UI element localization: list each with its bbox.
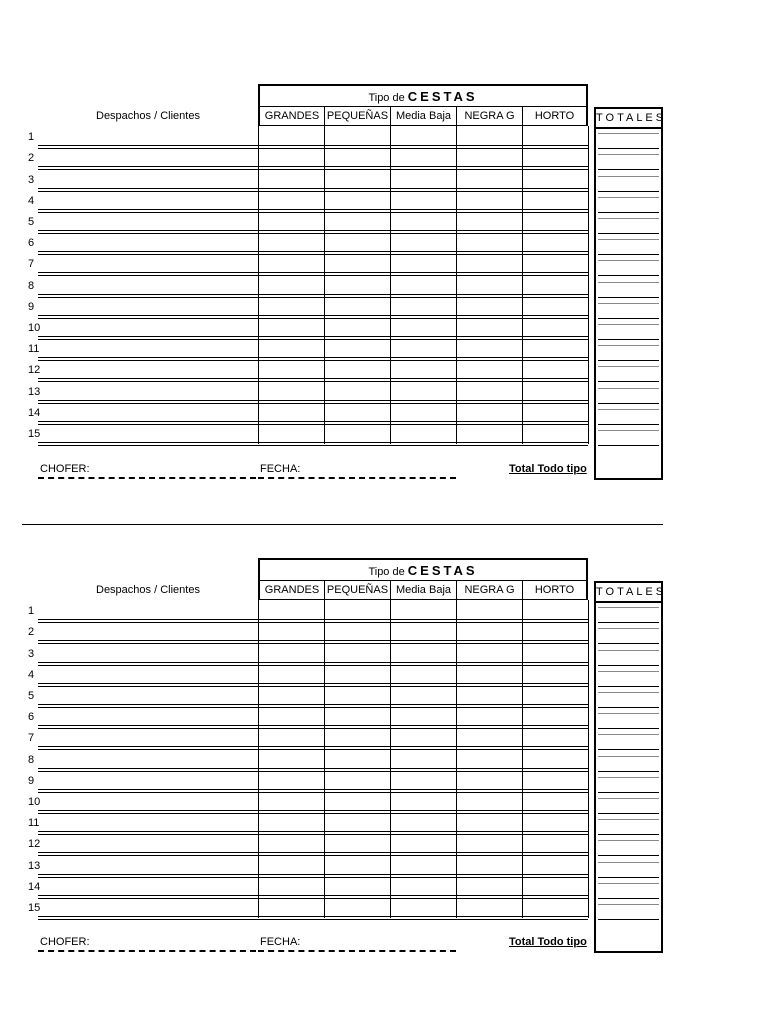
- totales-row-line[interactable]: [598, 771, 659, 772]
- row-entry-line[interactable]: [38, 400, 588, 401]
- chofer-label: CHOFER:: [40, 463, 90, 475]
- totales-row-subline: [598, 777, 659, 778]
- row-number: 10: [28, 796, 41, 808]
- column-horto: HORTO: [522, 580, 588, 600]
- column-divider: [588, 600, 589, 918]
- totales-row-subline: [598, 430, 659, 431]
- row-entry-underline: [38, 771, 588, 772]
- totales-row-line[interactable]: [598, 318, 659, 319]
- totales-row-line[interactable]: [598, 665, 659, 666]
- totales-row-line[interactable]: [598, 339, 659, 340]
- totales-row-line[interactable]: [598, 749, 659, 750]
- row-entry-line[interactable]: [38, 357, 588, 358]
- row-entry-line[interactable]: [38, 145, 588, 146]
- totales-row-subline: [598, 366, 659, 367]
- row-number: 1: [28, 131, 35, 144]
- row-number: 7: [28, 258, 35, 271]
- row-entry-line[interactable]: [38, 683, 588, 684]
- cestas-form-top: [0, 0, 768, 475]
- totales-row-subline: [598, 239, 659, 240]
- row-entry-line[interactable]: [38, 831, 588, 832]
- row-entry-underline: [38, 424, 588, 425]
- row-entry-underline: [38, 318, 588, 319]
- totales-row-line[interactable]: [598, 233, 659, 234]
- totales-row-subline: [598, 671, 659, 672]
- chofer-signature-line[interactable]: [38, 950, 256, 952]
- row-number: 4: [28, 194, 35, 207]
- tipo-cestas-header: [258, 84, 588, 106]
- totales-row-subline: [598, 345, 659, 346]
- row-number: 13: [28, 385, 41, 398]
- row-entry-underline: [38, 834, 588, 835]
- totales-row-subline: [598, 388, 659, 389]
- totales-row-line[interactable]: [598, 855, 659, 856]
- tipo-prefix: Tipo de: [368, 92, 405, 104]
- column-pequenas: PEQUEÑAS: [324, 106, 390, 126]
- totales-column: [594, 581, 667, 953]
- row-number: 10: [28, 322, 41, 334]
- column-divider: [456, 600, 457, 918]
- row-entry-line[interactable]: [38, 704, 588, 705]
- column-grandes: GRANDES: [258, 580, 324, 600]
- totales-row-line[interactable]: [598, 381, 659, 382]
- row-entry-underline: [38, 643, 588, 644]
- totales-row-line[interactable]: [598, 275, 659, 276]
- totales-row-subline: [598, 197, 659, 198]
- totales-row-subline: [598, 883, 659, 884]
- row-entry-line[interactable]: [38, 166, 588, 167]
- totales-row-subline: [598, 734, 659, 735]
- row-entry-line[interactable]: [38, 895, 588, 896]
- totales-row-line[interactable]: [598, 191, 659, 192]
- totales-row-subline: [598, 409, 659, 410]
- totales-row-subline: [598, 756, 659, 757]
- row-entry-underline: [38, 707, 588, 708]
- totales-row-subline: [598, 324, 659, 325]
- totales-row-subline: [598, 260, 659, 261]
- row-entry-underline: [38, 169, 588, 170]
- row-number: 12: [28, 838, 41, 851]
- row-entry-line[interactable]: [38, 852, 588, 853]
- row-number: 2: [28, 626, 35, 639]
- totales-row-line[interactable]: [598, 360, 659, 361]
- row-entry-line[interactable]: [38, 336, 588, 337]
- totales-column: [594, 107, 667, 480]
- row-number: 3: [28, 173, 35, 186]
- totales-row-line[interactable]: [598, 643, 659, 644]
- column-divider: [324, 600, 325, 918]
- fecha-label: FECHA:: [260, 463, 301, 475]
- row-entry-underline: [38, 792, 588, 793]
- fecha-label: FECHA:: [260, 936, 301, 948]
- row-number: 12: [28, 364, 41, 377]
- row-entry-line[interactable]: [38, 294, 588, 295]
- column-divider: [522, 126, 523, 444]
- totales-row-line[interactable]: [598, 445, 659, 446]
- despachos-clientes-label: Despachos / Clientes: [96, 584, 200, 596]
- column-media-baja: Media Baja: [390, 106, 456, 126]
- row-number: 11: [28, 343, 40, 356]
- row-entry-underline: [38, 275, 588, 276]
- row-entry-underline: [38, 919, 588, 920]
- totales-row-subline: [598, 628, 659, 629]
- row-entry-line[interactable]: [38, 272, 588, 273]
- totales-row-line[interactable]: [598, 919, 659, 920]
- column-divider: [522, 600, 523, 918]
- row-entry-underline: [38, 855, 588, 856]
- column-divider: [588, 126, 589, 444]
- totales-row-line[interactable]: [598, 728, 659, 729]
- totales-row-line[interactable]: [598, 297, 659, 298]
- row-number: 11: [28, 817, 40, 830]
- row-entry-underline: [38, 254, 588, 255]
- totales-row-subline: [598, 713, 659, 714]
- row-entry-line[interactable]: [38, 725, 588, 726]
- row-entry-line[interactable]: [38, 230, 588, 231]
- tipo-title: CESTAS: [407, 89, 478, 104]
- row-number: 3: [28, 647, 35, 660]
- row-entry-underline: [38, 622, 588, 623]
- row-entry-underline: [38, 233, 588, 234]
- row-number: 5: [28, 216, 35, 228]
- fecha-signature-line[interactable]: [258, 950, 456, 952]
- totales-row-subline: [598, 607, 659, 608]
- totales-row-subline: [598, 133, 659, 134]
- row-entry-line[interactable]: [38, 810, 588, 811]
- totales-row-line[interactable]: [598, 707, 659, 708]
- row-entry-underline: [38, 297, 588, 298]
- tipo-title: CESTAS: [407, 563, 478, 578]
- totales-row-subline: [598, 798, 659, 799]
- row-number: 6: [28, 711, 35, 724]
- totales-row-line[interactable]: [598, 212, 659, 213]
- column-horto: HORTO: [522, 106, 588, 126]
- row-entry-underline: [38, 445, 588, 446]
- row-number: 8: [28, 753, 35, 766]
- totales-row-subline: [598, 282, 659, 283]
- row-entry-line[interactable]: [38, 768, 588, 769]
- row-entry-line[interactable]: [38, 209, 588, 210]
- column-negra-g: NEGRA G: [456, 106, 522, 126]
- totales-row-line[interactable]: [598, 254, 659, 255]
- column-divider: [390, 126, 391, 444]
- row-entry-line[interactable]: [38, 188, 588, 189]
- tipo-prefix: Tipo de: [368, 566, 405, 578]
- row-entry-line[interactable]: [38, 916, 588, 917]
- row-entry-underline: [38, 877, 588, 878]
- row-entry-underline: [38, 749, 588, 750]
- totales-row-line[interactable]: [598, 877, 659, 878]
- row-number: 14: [28, 880, 41, 893]
- totales-row-subline: [598, 862, 659, 863]
- column-grandes: GRANDES: [258, 106, 324, 126]
- totales-row-subline: [598, 840, 659, 841]
- totales-row-line[interactable]: [598, 898, 659, 899]
- totales-row-line[interactable]: [598, 424, 659, 425]
- row-number: 15: [28, 428, 41, 440]
- row-number: 9: [28, 300, 35, 313]
- totales-row-subline: [598, 692, 659, 693]
- totales-row-subline: [598, 650, 659, 651]
- cestas-form-bottom: [0, 474, 768, 948]
- row-entry-underline: [38, 898, 588, 899]
- column-media-baja: Media Baja: [390, 580, 456, 600]
- row-number: 7: [28, 732, 35, 745]
- tipo-cestas-header: [258, 558, 588, 580]
- totales-header: TOTALES: [596, 583, 661, 603]
- row-entry-line[interactable]: [38, 746, 588, 747]
- row-number: 5: [28, 690, 35, 702]
- row-entry-line[interactable]: [38, 619, 588, 620]
- total-todo-tipo-label: Total Todo tipo: [509, 936, 587, 948]
- row-entry-underline: [38, 403, 588, 404]
- row-number: 1: [28, 605, 35, 618]
- column-negra-g: NEGRA G: [456, 580, 522, 600]
- totales-row-subline: [598, 904, 659, 905]
- row-entry-line[interactable]: [38, 315, 588, 316]
- totales-row-line[interactable]: [598, 622, 659, 623]
- column-divider: [258, 600, 259, 918]
- row-entry-line[interactable]: [38, 378, 588, 379]
- row-number: 2: [28, 152, 35, 165]
- row-number: 15: [28, 902, 41, 914]
- despachos-clientes-label: Despachos / Clientes: [96, 110, 200, 122]
- chofer-label: CHOFER:: [40, 936, 90, 948]
- row-entry-line[interactable]: [38, 421, 588, 422]
- row-number: 9: [28, 774, 35, 787]
- row-entry-underline: [38, 686, 588, 687]
- totales-row-subline: [598, 303, 659, 304]
- row-entry-underline: [38, 360, 588, 361]
- row-entry-underline: [38, 339, 588, 340]
- totales-row-subline: [598, 819, 659, 820]
- row-number: 4: [28, 668, 35, 681]
- row-entry-underline: [38, 148, 588, 149]
- row-entry-underline: [38, 381, 588, 382]
- column-divider: [390, 600, 391, 918]
- total-todo-tipo-label: Total Todo tipo: [509, 463, 587, 475]
- row-entry-underline: [38, 212, 588, 213]
- totales-row-line[interactable]: [598, 686, 659, 687]
- totales-row-line[interactable]: [598, 148, 659, 149]
- column-pequenas: PEQUEÑAS: [324, 580, 390, 600]
- row-entry-line[interactable]: [38, 251, 588, 252]
- row-entry-line[interactable]: [38, 640, 588, 641]
- totales-row-line[interactable]: [598, 403, 659, 404]
- row-number: 14: [28, 406, 41, 419]
- row-entry-line[interactable]: [38, 789, 588, 790]
- row-entry-underline: [38, 813, 588, 814]
- row-entry-line[interactable]: [38, 442, 588, 443]
- totales-row-line[interactable]: [598, 792, 659, 793]
- row-entry-line[interactable]: [38, 662, 588, 663]
- totales-row-subline: [598, 176, 659, 177]
- row-entry-underline: [38, 728, 588, 729]
- totales-row-subline: [598, 154, 659, 155]
- totales-row-line[interactable]: [598, 169, 659, 170]
- column-divider: [456, 126, 457, 444]
- totales-row-line[interactable]: [598, 813, 659, 814]
- totales-row-subline: [598, 218, 659, 219]
- row-entry-underline: [38, 191, 588, 192]
- row-number: 13: [28, 859, 41, 872]
- totales-row-line[interactable]: [598, 834, 659, 835]
- totales-header: TOTALES: [596, 109, 661, 129]
- row-number: 6: [28, 237, 35, 250]
- row-entry-underline: [38, 665, 588, 666]
- column-divider: [258, 126, 259, 444]
- row-number: 8: [28, 279, 35, 292]
- column-divider: [324, 126, 325, 444]
- row-entry-line[interactable]: [38, 874, 588, 875]
